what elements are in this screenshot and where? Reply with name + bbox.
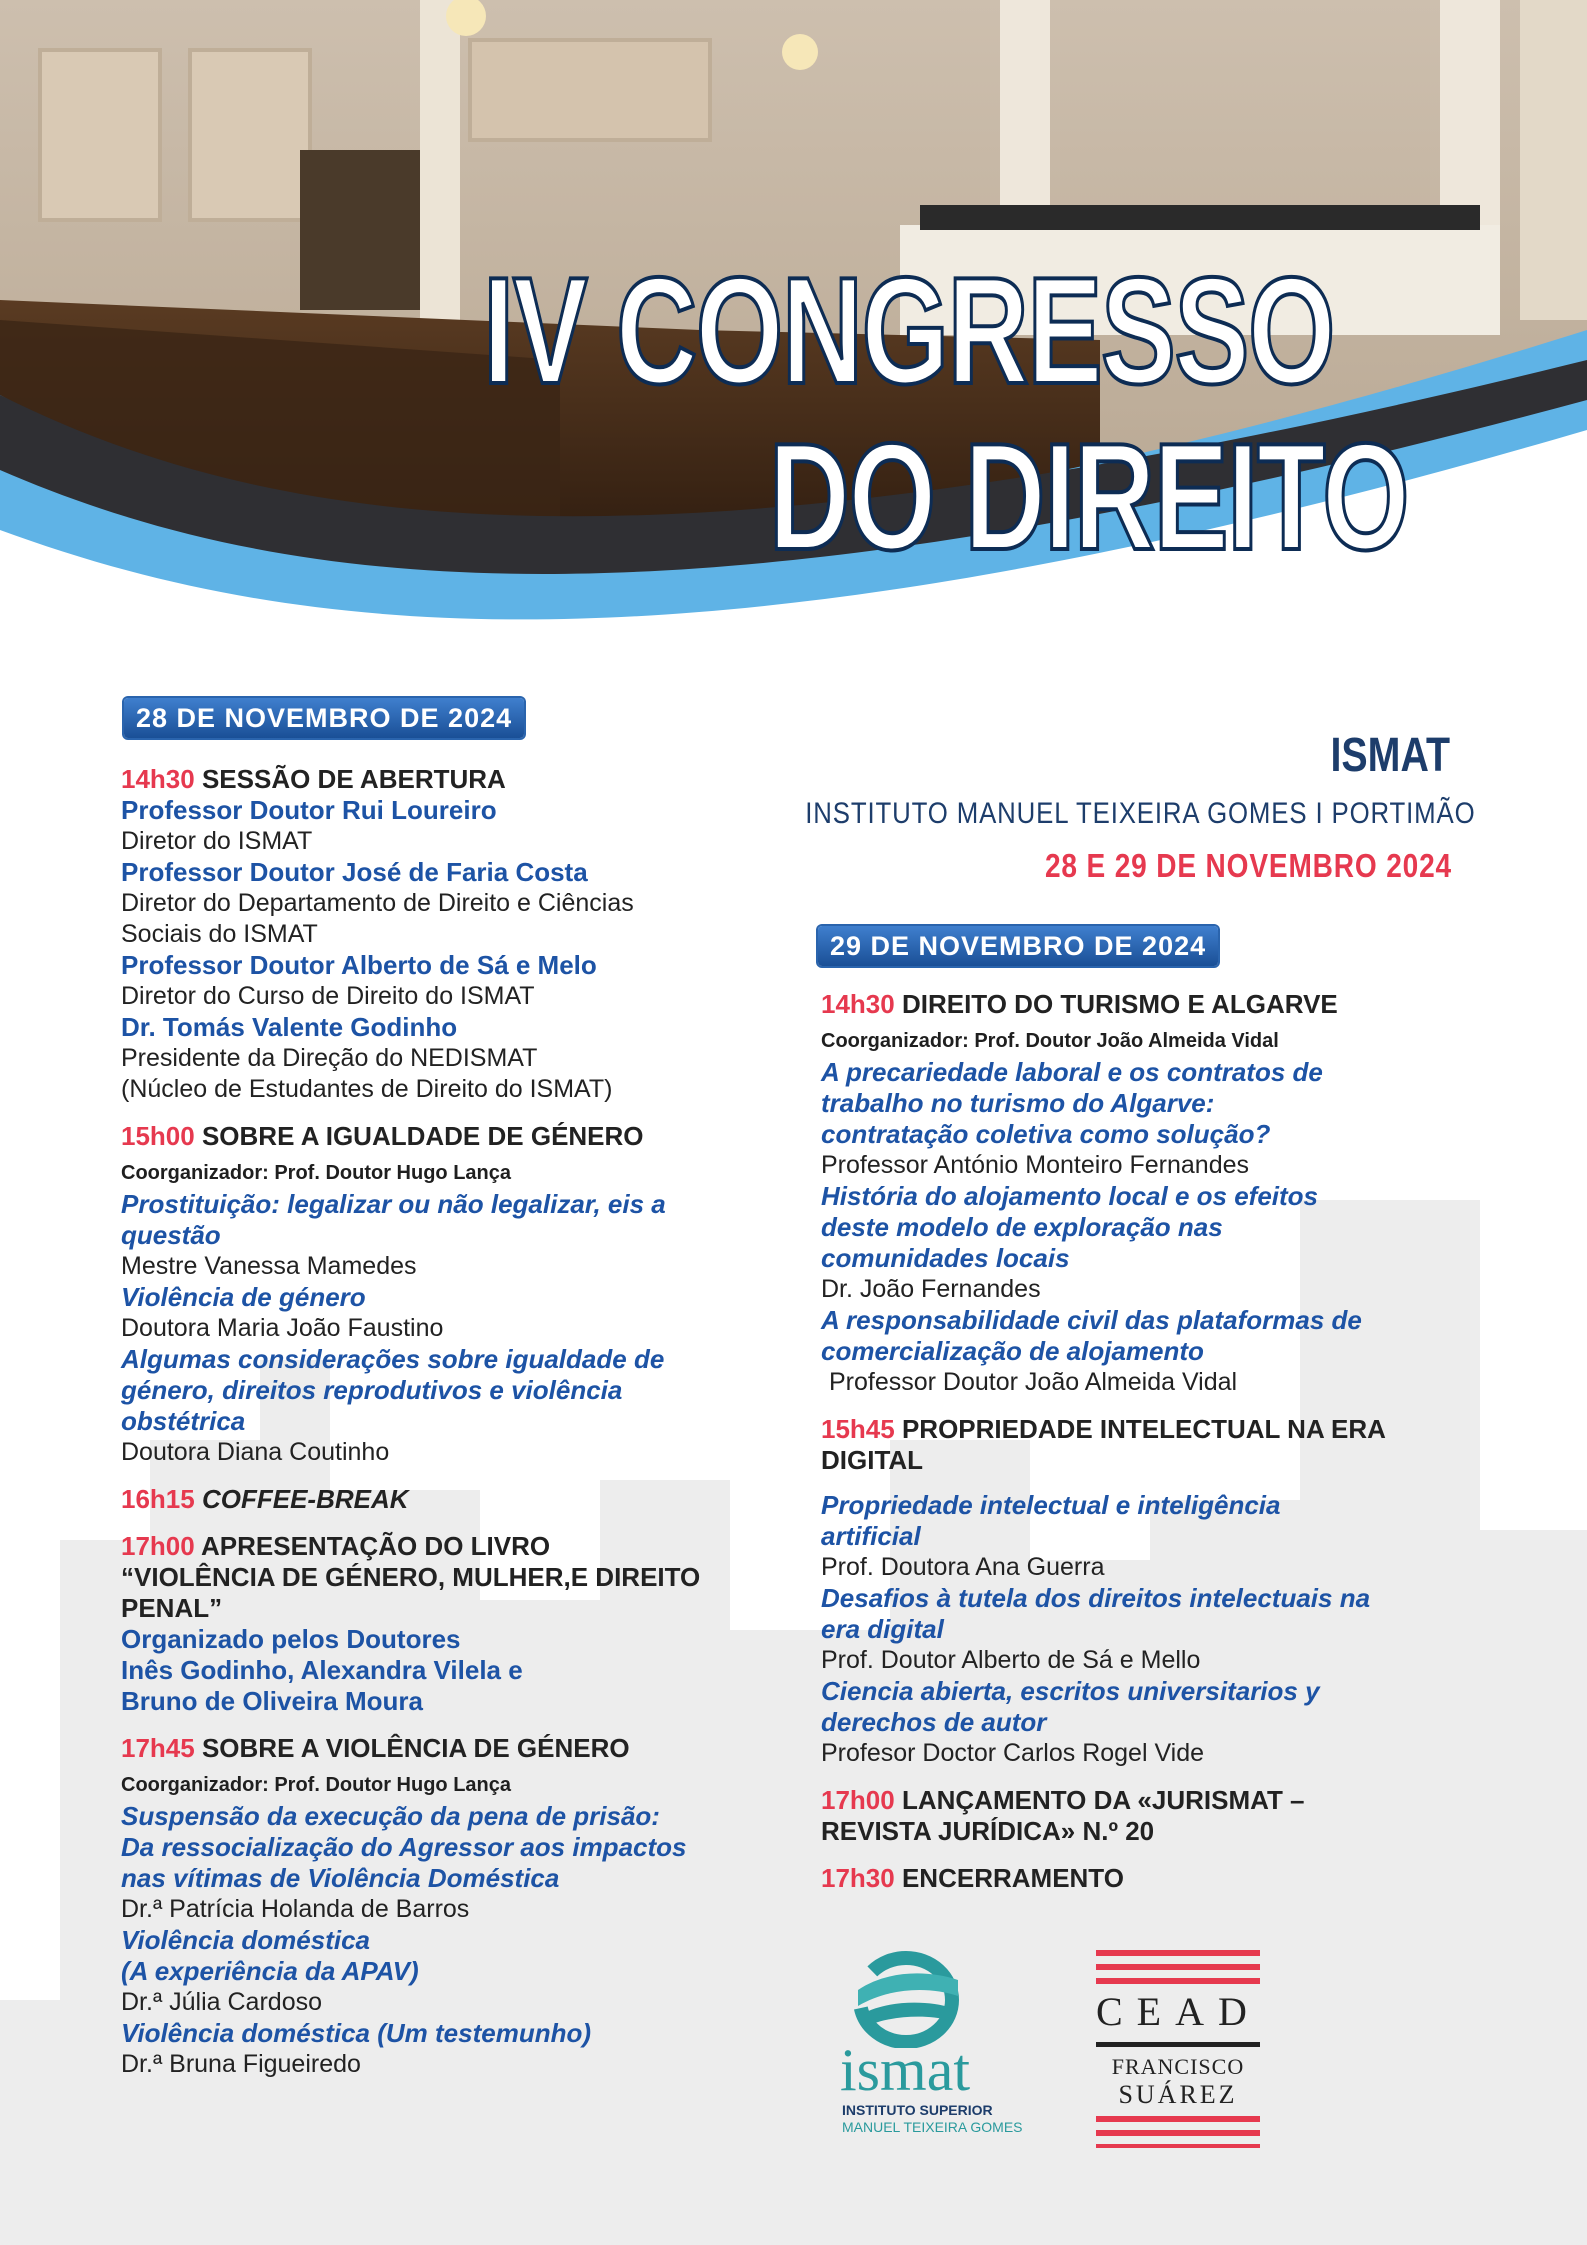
speaker-name: Professor Doutor Rui Loureiro [121, 795, 497, 825]
ismat-logo-subtitle: MANUEL TEIXEIRA GOMES [842, 2119, 1023, 2135]
talk-title: trabalho no turismo do Algarve: [821, 1088, 1215, 1118]
talk-title: questão [121, 1220, 221, 1250]
cead-logo-subtitle: SUÁREZ [1118, 2080, 1238, 2109]
session-time: 16h15 [121, 1484, 195, 1514]
session-title: SESSÃO DE ABERTURA [201, 764, 506, 794]
event-title-line1: IV CONGRESSO [483, 246, 1334, 416]
day1-session-gender-violence [121, 1733, 781, 2080]
talk-title: História do alojamento local e os efeitos [821, 1181, 1319, 1211]
speaker-name: Prof. Doutora Ana Guerra [821, 1553, 1105, 1581]
speaker-role: Presidente da Direção do NEDISMAT [121, 1044, 538, 1072]
day1-program [121, 764, 781, 2096]
speaker-name: Dr.ª Bruna Figueiredo [121, 2050, 361, 2078]
cead-logo-stripe [1096, 2130, 1260, 2136]
talk-title: A precariedade laboral e os contratos de [821, 1057, 1323, 1087]
talk-title: género, direitos reprodutivos e violência [121, 1375, 623, 1405]
talk-title: comercialização de alojamento [821, 1336, 1204, 1366]
speaker-role: Diretor do ISMAT [121, 827, 313, 855]
book-editors: Bruno de Oliveira Moura [121, 1686, 423, 1716]
session-title: DIREITO DO TURISMO E ALGARVE [901, 989, 1338, 1019]
talk-title: artificial [821, 1521, 921, 1551]
talk-title: Violência doméstica [121, 1925, 371, 1955]
speaker-name: Professor Doutor João Almeida Vidal [829, 1368, 1238, 1396]
speaker-role: Diretor do Departamento de Direito e Ciências [121, 889, 634, 917]
day2-session-jurismat-launch [821, 1785, 1461, 1847]
ismat-logo-name: ismat [840, 2037, 970, 2103]
day2-session-closing [821, 1863, 1461, 1894]
talk-title: Prostituição: legalizar ou não legalizar, eis a [121, 1189, 666, 1219]
session-title: DIGITAL [821, 1445, 924, 1475]
speaker-name: Dr. João Fernandes [821, 1275, 1041, 1303]
talk-title: nas vítimas de Violência Doméstica [121, 1863, 560, 1893]
cead-logo-subtitle: FRANCISCO [1111, 2054, 1245, 2079]
talk-title: Violência doméstica (Um testemunho) [121, 2018, 592, 2048]
day2-session-intellectual-property [821, 1414, 1461, 1769]
day1-session-coffee-break [121, 1484, 781, 1515]
speaker-name: Professor Doutor José de Faria Costa [121, 857, 588, 887]
talk-title: Algumas considerações sobre igualdade de [121, 1344, 665, 1374]
day1-session-opening [121, 764, 781, 1105]
book-title: PENAL” [121, 1593, 223, 1623]
talk-title: Suspensão da execução da pena de prisão: [121, 1801, 660, 1831]
talk-title: Violência de género [121, 1282, 366, 1312]
talk-title: era digital [821, 1614, 944, 1644]
session-time: 15h45 [821, 1414, 895, 1444]
speaker-role: (Núcleo de Estudantes de Direito do ISMAT) [121, 1075, 613, 1103]
talk-title: Propriedade intelectual e inteligência [821, 1490, 1281, 1520]
speaker-name: Dr. Tomás Valente Godinho [121, 1012, 458, 1042]
speaker-name: Profesor Doctor Carlos Rogel Vide [821, 1739, 1205, 1767]
speaker-name: Mestre Vanessa Mamedes [121, 1252, 417, 1280]
session-title: REVISTA JURÍDICA» N.º 20 [821, 1816, 1155, 1846]
talk-title: contratação coletiva como solução? [821, 1119, 1271, 1149]
talk-title: (A experiência da APAV) [121, 1956, 419, 1986]
speaker-role: Diretor do Curso de Direito do ISMAT [121, 982, 535, 1010]
day1-session-book-presentation [121, 1531, 781, 1717]
cead-logo-name: CEAD [1096, 1989, 1261, 2034]
session-title: COFFEE-BREAK [201, 1484, 409, 1514]
talk-title: Ciencia abierta, escritos universitarios y [821, 1676, 1320, 1706]
talk-title: obstétrica [121, 1406, 246, 1436]
day2-session-tourism [821, 989, 1461, 1398]
coorganizer: Coorganizador: Prof. Doutor Hugo Lança [121, 1774, 511, 1796]
session-time: 14h30 [821, 989, 895, 1019]
session-time: 17h00 [121, 1531, 195, 1561]
talk-title: A responsabilidade civil das plataformas de [821, 1305, 1362, 1335]
cead-logo-stripe [1096, 1978, 1260, 1984]
talk-title: Desafios à tutela dos direitos intelectuais na [821, 1583, 1371, 1613]
day2-date-badge: 29 DE NOVEMBRO DE 2024 [818, 926, 1218, 966]
day2-program [821, 989, 1461, 1910]
book-editors: Inês Godinho, Alexandra Vilela e [121, 1655, 523, 1685]
session-title: SOBRE A VIOLÊNCIA DE GÉNERO [201, 1733, 630, 1763]
session-title: LANÇAMENTO DA «JURISMAT – [901, 1785, 1305, 1815]
session-time: 17h30 [821, 1863, 895, 1893]
speaker-name: Doutora Diana Coutinho [121, 1438, 390, 1466]
cead-logo-stripe [1096, 2116, 1260, 2122]
organizer-institute: INSTITUTO MANUEL TEIXEIRA GOMES I PORTIMÃO [805, 797, 1476, 830]
speaker-role: Sociais do ISMAT [121, 920, 318, 948]
speaker-name: Prof. Doutor Alberto de Sá e Mello [821, 1646, 1201, 1674]
session-time: 15h00 [121, 1121, 195, 1151]
talk-title: comunidades locais [821, 1243, 1070, 1273]
day1-session-gender-equality [121, 1121, 781, 1468]
event-dates: 28 E 29 DE NOVEMBRO 2024 [1044, 847, 1452, 884]
cead-logo-stripe [1096, 1950, 1260, 1956]
day1-date-badge: 28 DE NOVEMBRO DE 2024 [124, 698, 524, 738]
speaker-name: Dr.ª Patrícia Holanda de Barros [121, 1895, 470, 1923]
ismat-logo-mark [848, 1950, 968, 2048]
speaker-name: Professor António Monteiro Fernandes [821, 1151, 1250, 1179]
coorganizer: Coorganizador: Prof. Doutor Hugo Lança [121, 1162, 511, 1184]
talk-title: derechos de autor [821, 1707, 1047, 1737]
ismat-logo [840, 1950, 1050, 2135]
event-title-line2: DO DIREITO [768, 412, 1409, 582]
organizer-name: ISMAT [1330, 729, 1450, 782]
ismat-logo-subtitle: INSTITUTO SUPERIOR [842, 2102, 993, 2118]
cead-logo [1096, 1950, 1260, 2148]
cead-logo-rule [1096, 2042, 1260, 2047]
cead-logo-stripe [1096, 1964, 1260, 1970]
talk-title: deste modelo de exploração nas [821, 1212, 1223, 1242]
event-title [0, 246, 1587, 582]
cead-logo-stripe [1096, 2144, 1260, 2148]
session-time: 14h30 [121, 764, 195, 794]
coorganizer: Coorganizador: Prof. Doutor João Almeida Vidal [821, 1030, 1279, 1052]
speaker-name: Professor Doutor Alberto de Sá e Melo [121, 950, 597, 980]
session-title: PROPRIEDADE INTELECTUAL NA ERA [901, 1414, 1386, 1444]
session-title: SOBRE A IGUALDADE DE GÉNERO [201, 1121, 644, 1151]
book-editors: Organizado pelos Doutores [121, 1624, 461, 1654]
session-title: APRESENTAÇÃO DO LIVRO [201, 1531, 551, 1561]
session-time: 17h00 [821, 1785, 895, 1815]
book-title: “VIOLÊNCIA DE GÉNERO, MULHER,E DIREITO [121, 1562, 701, 1592]
speaker-name: Dr.ª Júlia Cardoso [121, 1988, 323, 2016]
session-title: ENCERRAMENTO [901, 1863, 1124, 1893]
session-time: 17h45 [121, 1733, 195, 1763]
speaker-name: Doutora Maria João Faustino [121, 1314, 444, 1342]
talk-title: Da ressocialização do Agressor aos impactos [121, 1832, 687, 1862]
